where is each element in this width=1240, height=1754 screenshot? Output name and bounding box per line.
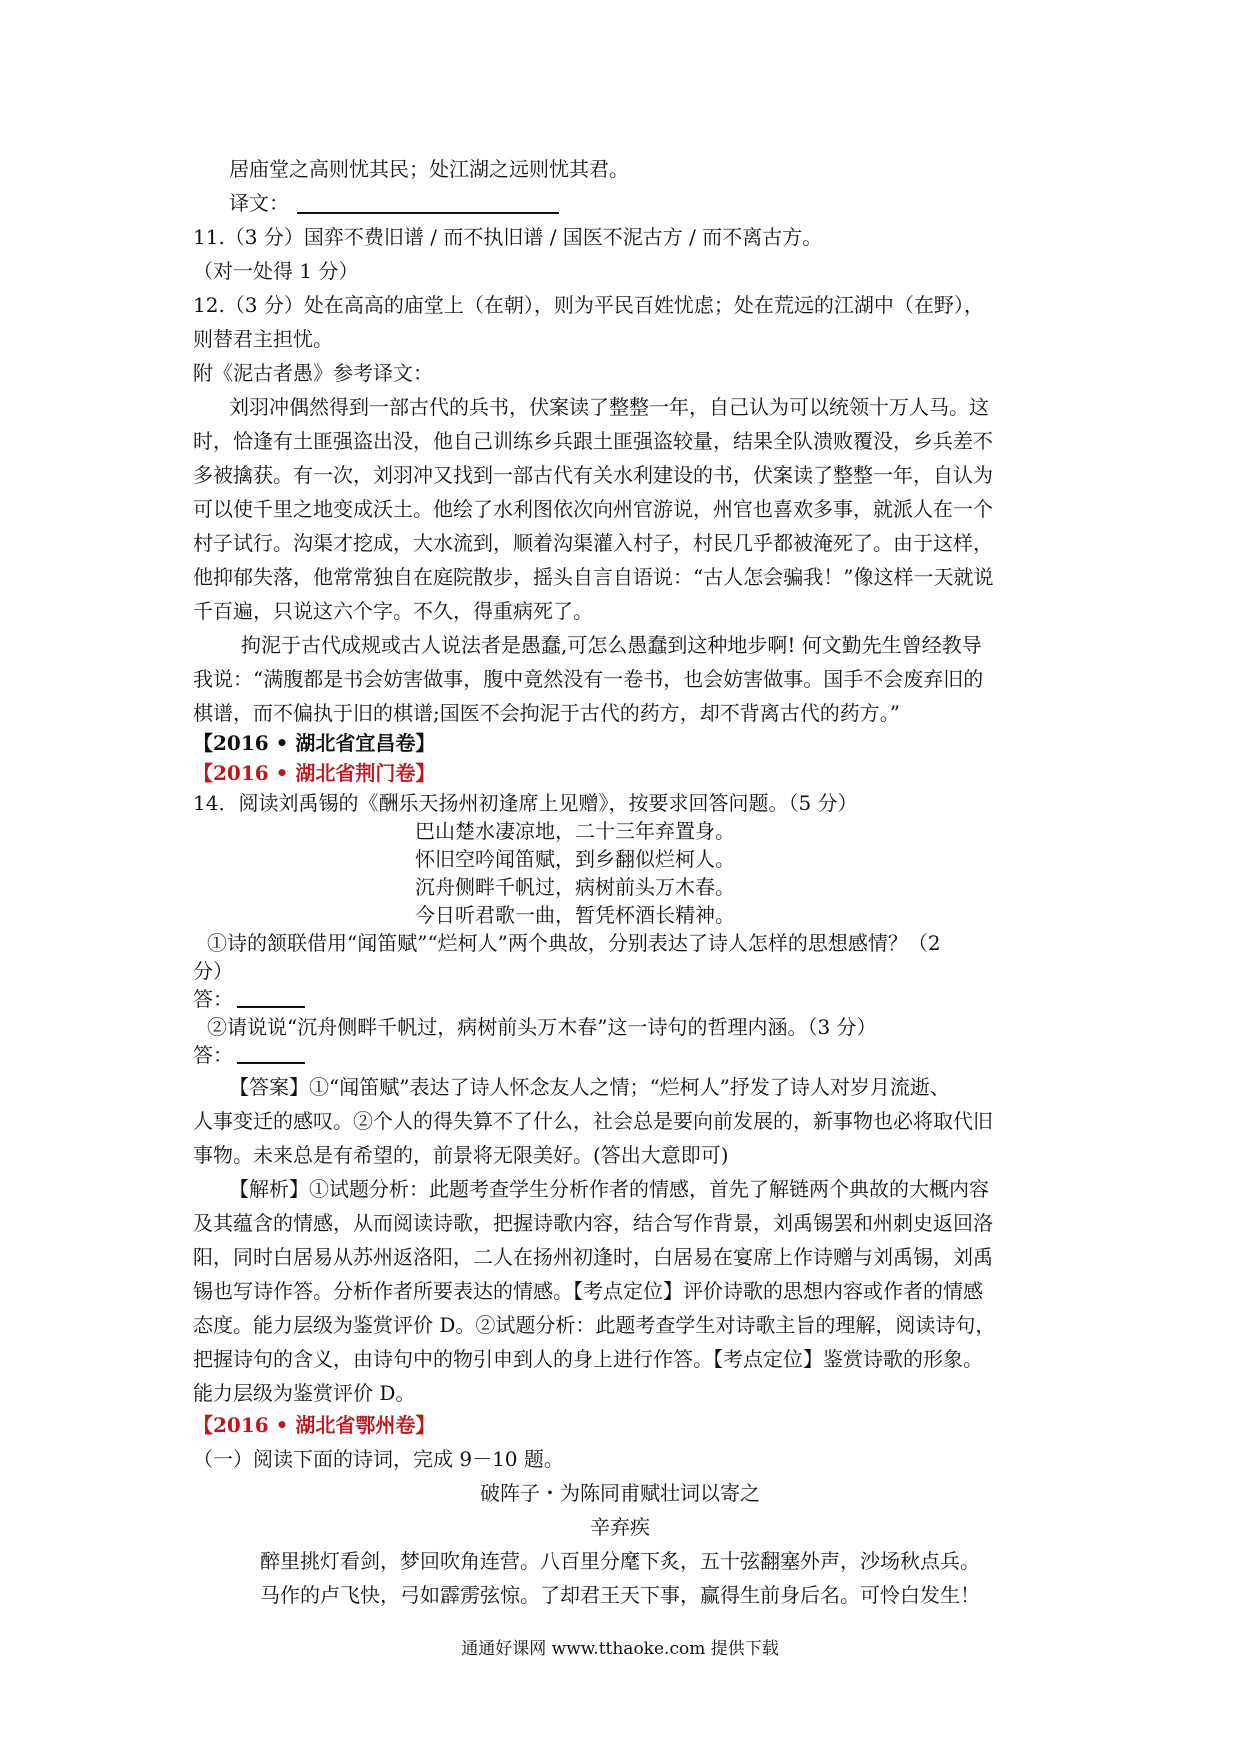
paragraph-line: 刘羽冲偶然得到一部古代的兵书，伏案读了整整一年，自己认为可以统领十万人马。这	[229, 395, 989, 419]
poem-line: 沉舟侧畔千帆过，病树前头万木春。	[415, 875, 735, 899]
analysis-paragraph: 态度。能力层级为鉴赏评价 D。②试题分析：此题考查学生对诗歌主旨的理解，阅读诗句，	[193, 1313, 996, 1337]
paragraph-line: 时，恰逢有土匪强盗出没，他自己训练乡兵跟土匪强盗较量，结果全队溃败覆没，乡兵差不	[193, 429, 993, 453]
answer-blank	[297, 212, 559, 214]
reading-instruction: （一）阅读下面的诗词，完成 9－10 题。	[193, 1447, 564, 1471]
poem-line: 今日听君歌一曲，暂凭杯酒长精神。	[415, 903, 735, 927]
ci-line: 醉里挑灯看剑，梦回吹角连营。八百里分麾下炙，五十弦翻塞外声，沙场秋点兵。	[260, 1549, 980, 1573]
answer-line-2	[193, 1038, 305, 1072]
answer-paragraph: 人事变迁的感叹。②个人的得失算不了什么，社会总是要向前发展的，新事物也必将取代旧	[193, 1109, 993, 1133]
answer-paragraph: 事物。未来总是有希望的，前景将无限美好。(答出大意即可)	[193, 1143, 729, 1167]
analysis-paragraph: 能力层级为鉴赏评价 D。	[193, 1381, 416, 1405]
translation-prompt	[229, 186, 559, 220]
sub-question-2: ②请说说“沉舟侧畔千帆过，病树前头万木春”这一诗句的哲理内涵。（3 分）	[207, 1015, 877, 1039]
analysis-paragraph: 【解析】①试题分析：此题考查学生分析作者的情感，首先了解链两个典故的大概内容	[229, 1177, 989, 1201]
answer-11-note: （对一处得 1 分）	[193, 259, 359, 283]
answer-label: 答：	[193, 1043, 233, 1067]
paragraph-line: 拘泥于古代成规或古人说法者是愚蠢,可怎么愚蠢到这种地步啊! 何文勤先生曾经教导	[241, 633, 982, 657]
answer-blank	[237, 1006, 305, 1008]
analysis-paragraph: 把握诗句的含义，由诗句中的物引申到人的身上进行作答。【考点定位】鉴赏诗歌的形象。	[193, 1347, 983, 1371]
ci-line: 马作的卢飞快，弓如霹雳弦惊。了却君王天下事，赢得生前身后名。可怜白发生！	[260, 1583, 980, 1607]
paragraph-line: 他抑郁失落，他常常独自在庭院散步，摇头自言自语说：“古人怎会骗我！”像这样一天就说	[193, 565, 994, 589]
paragraph-line: 棋谱，而不偏执于旧的棋谱;国医不会拘泥于古代的药方，却不背离古代的药方。”	[193, 701, 900, 725]
translation-label: 译文：	[229, 191, 289, 215]
paragraph-line: 多被擒获。有一次，刘羽冲又找到一部古代有关水利建设的书，伏案读了整整一年，自认为	[193, 463, 993, 487]
analysis-paragraph: 及其蕴含的情感，从而阅读诗歌，把握诗歌内容，结合写作背景，刘禹锡罢和州刺史返回洛	[193, 1211, 993, 1235]
sub-question-1: ①诗的颔联借用“闻笛赋”“烂柯人”两个典故，分别表达了诗人怎样的思想感情？（2	[207, 931, 941, 955]
question-14: 14．阅读刘禹锡的《酬乐天扬州初逢席上见赠》，按要求回答问题。（5 分）	[193, 791, 858, 815]
poem-author: 辛弃疾	[590, 1515, 650, 1539]
poem-line: 巴山楚水凄凉地，二十三年弃置身。	[415, 819, 735, 843]
appendix-heading: 附《泥古者愚》参考译文：	[193, 361, 433, 385]
page-footer: 通通好课网 www.tthaoke.com 提供下载	[461, 1639, 779, 1659]
section-heading-yichang: 【2016 • 湖北省宜昌卷】	[193, 731, 436, 755]
answer-label: 答：	[193, 987, 233, 1011]
quote-line: 居庙堂之高则忧其民；处江湖之远则忧其君。	[229, 157, 629, 181]
paragraph-line: 村子试行。沟渠才挖成，大水流到，顺着沟渠灌入村子，村民几乎都被淹死了。由于这样，	[193, 531, 993, 555]
answer-blank	[237, 1062, 305, 1064]
section-heading-ezhou: 【2016 • 湖北省鄂州卷】	[193, 1413, 436, 1437]
paragraph-line: 我说：“满腹都是书会妨害做事，腹中竟然没有一卷书，也会妨害做事。国手不会废弃旧的	[193, 667, 984, 691]
answer-12-line-2: 则替君主担忧。	[193, 327, 333, 351]
analysis-paragraph: 锡也写诗作答。分析作者所要表达的情感。【考点定位】评价诗歌的思想内容或作者的情感	[193, 1279, 983, 1303]
sub-question-1-cont: 分）	[193, 959, 233, 983]
section-heading-jingmen: 【2016 • 湖北省荆门卷】	[193, 761, 436, 785]
answer-12-line-1: 12.（3 分）处在高高的庙堂上（在朝），则为平民百姓忧虑；处在荒远的江湖中（在野），	[193, 293, 984, 317]
answer-paragraph: 【答案】①“闻笛赋”表达了诗人怀念友人之情；“烂柯人”抒发了诗人对岁月流逝、	[229, 1075, 950, 1099]
poem-title: 破阵子・为陈同甫赋壮词以寄之	[480, 1481, 760, 1505]
paragraph-line: 可以使千里之地变成沃土。他绘了水利图依次向州官游说，州官也喜欢多事，就派人在一个	[193, 497, 993, 521]
paragraph-line: 千百遍，只说这六个字。不久，得重病死了。	[193, 599, 593, 623]
poem-line: 怀旧空吟闻笛赋，到乡翻似烂柯人。	[415, 847, 735, 871]
answer-11: 11.（3 分）国弈不费旧谱 / 而不执旧谱 / 国医不泥古方 / 而不离古方。	[193, 225, 823, 249]
analysis-paragraph: 阳，同时白居易从苏州返洛阳，二人在扬州初逢时，白居易在宴席上作诗赠与刘禹锡，刘禹	[193, 1245, 993, 1269]
